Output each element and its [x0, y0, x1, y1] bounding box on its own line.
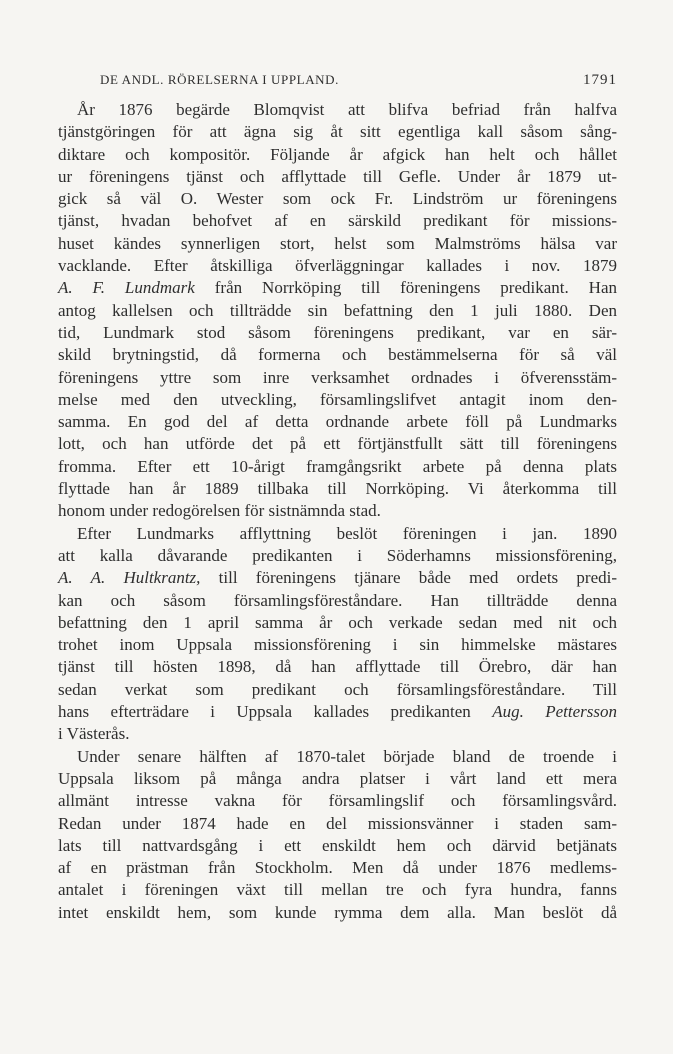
- text-segment: tid, Lundmark stod såsom föreningens predikant, var en sär-: [58, 322, 617, 342]
- text-line: [58, 344, 617, 366]
- text-line: [58, 879, 617, 901]
- text-line: [58, 835, 617, 857]
- text-line: [58, 723, 617, 745]
- text-line: [58, 612, 617, 634]
- text-line: [58, 857, 617, 879]
- text-segment: antog kallelsen och tillträdde sin befattning den 1 juli 1880. Den: [58, 300, 617, 320]
- text-line: [58, 121, 617, 143]
- text-segment: tjänstgöringen för att ägna sig åt sitt egentliga kall såsom sång-: [58, 122, 617, 142]
- text-segment: befattning den 1 april samma år och verkade sedan med nit och: [58, 612, 617, 632]
- text-segment: lott, och han utförde det på ett förtjänstfullt sätt till föreningens: [58, 434, 617, 454]
- text-segment: kan och såsom församlingsföreståndare. Han tillträdde denna: [58, 590, 617, 610]
- text-segment: melse med den utveckling, församlingslifvet antagit inom den-: [58, 389, 617, 409]
- text-segment: Uppsala liksom på många andra platser i vårt land ett mera: [58, 768, 617, 788]
- text-line: [58, 701, 617, 723]
- italic-name: A. F. Lundmark: [58, 278, 195, 298]
- text-segment: skild brytningstid, då formerna och bestämmelserna för så väl: [58, 345, 617, 365]
- text-line: [58, 790, 617, 812]
- text-segment: trohet inom Uppsala missionsförening i sin himmelske mästares: [58, 635, 617, 655]
- text-segment: Under senare hälften af 1870-talet började bland de troende i: [77, 746, 617, 766]
- text-segment: fromma. Efter ett 10-årigt framgångsrikt arbete på denna plats: [58, 456, 617, 476]
- text-line: [58, 233, 617, 255]
- text-segment: År 1876 begärde Blomqvist att blifva befriad från halfva: [77, 100, 617, 119]
- text-line: [58, 500, 617, 522]
- text-segment: af en prästman från Stockholm. Men då under 1876 medlems-: [58, 858, 617, 878]
- text-line: [58, 322, 617, 344]
- text-line: [58, 277, 617, 299]
- running-title: DE ANDL. RÖRELSERNA I UPPLAND.: [100, 72, 340, 87]
- text-segment: gick så väl O. Wester som ock Fr. Lindström ur föreningens: [58, 189, 617, 209]
- text-segment: lats till nattvardsgång i ett enskildt hem och därvid betjänats: [58, 835, 617, 855]
- text-line: [58, 411, 617, 433]
- text-line: [58, 389, 617, 411]
- text-line: [58, 478, 617, 500]
- text-line: [58, 634, 617, 656]
- text-segment: hans efterträdare i Uppsala kallades predikanten: [58, 702, 493, 722]
- text-segment: från Norrköping till föreningens predikant. Han: [194, 278, 617, 298]
- text-segment: sedan verkat som predikant och församlingsföreståndare. Till: [58, 679, 617, 699]
- text-line: [58, 523, 617, 545]
- text-line: [58, 188, 617, 210]
- text-line: [58, 656, 617, 678]
- text-line: [58, 300, 617, 322]
- text-segment: i Västerås.: [58, 724, 130, 744]
- text-line: [58, 679, 617, 701]
- text-segment: tjänst, hvadan behofvet af en särskild predikant för missions-: [58, 211, 617, 231]
- text-segment: vacklande. Efter åtskilliga öfverläggningar kallades i nov. 1879: [58, 256, 617, 276]
- text-segment: antalet i föreningen växt till mellan tre och fyra hundra, fanns: [58, 880, 617, 900]
- text-line: [58, 590, 617, 612]
- italic-name: Aug. Pettersson: [492, 702, 617, 722]
- text-line: [58, 166, 617, 188]
- text-line: [58, 545, 617, 567]
- text-segment: honom under redogörelsen för sistnämnda stad.: [58, 501, 381, 521]
- page-number: 1791: [583, 72, 617, 88]
- text-line: [58, 902, 617, 924]
- text-line: [58, 255, 617, 277]
- text-segment: intet enskildt hem, som kunde rymma dem alla. Man beslöt då: [58, 902, 617, 922]
- text-segment: föreningens yttre som inre verksamhet ordnades i öfverensstäm-: [58, 367, 617, 387]
- text-segment: allmänt intresse vakna för församlingslif och församlingsvård.: [58, 791, 617, 811]
- text-segment: tjänst till hösten 1898, då han afflyttade till Örebro, där han: [58, 657, 617, 677]
- text-segment: huset kändes synnerligen stort, helst som Malmströms hälsa var: [58, 233, 617, 253]
- text-line: [58, 367, 617, 389]
- body-text: [58, 99, 617, 924]
- text-line: [58, 567, 617, 589]
- italic-name: A. A. Hultkrantz,: [58, 568, 201, 588]
- text-segment: samma. En god del af detta ordnande arbete föll på Lundmarks: [58, 412, 617, 432]
- running-header: [58, 72, 617, 92]
- text-segment: Efter Lundmarks afflyttning beslöt föreningen i jan. 1890: [77, 523, 617, 543]
- text-segment: att kalla dåvarande predikanten i Söderhamns missionsförening,: [58, 545, 617, 565]
- text-segment: till föreningens tjänare både med ordets predi-: [200, 568, 617, 588]
- text-line: [58, 813, 617, 835]
- text-line: [58, 746, 617, 768]
- text-segment: Redan under 1874 hade en del missionsvänner i staden sam-: [58, 813, 617, 833]
- text-line: [58, 99, 617, 121]
- text-line: [58, 768, 617, 790]
- text-segment: ur föreningens tjänst och afflyttade till Gefle. Under år 1879 ut-: [58, 166, 617, 186]
- text-line: [58, 144, 617, 166]
- text-line: [58, 210, 617, 232]
- text-line: [58, 456, 617, 478]
- text-segment: diktare och kompositör. Följande år afgick han helt och hållet: [58, 144, 617, 164]
- text-segment: flyttade han år 1889 tillbaka till Norrköping. Vi återkomma till: [58, 479, 617, 499]
- text-line: [58, 433, 617, 455]
